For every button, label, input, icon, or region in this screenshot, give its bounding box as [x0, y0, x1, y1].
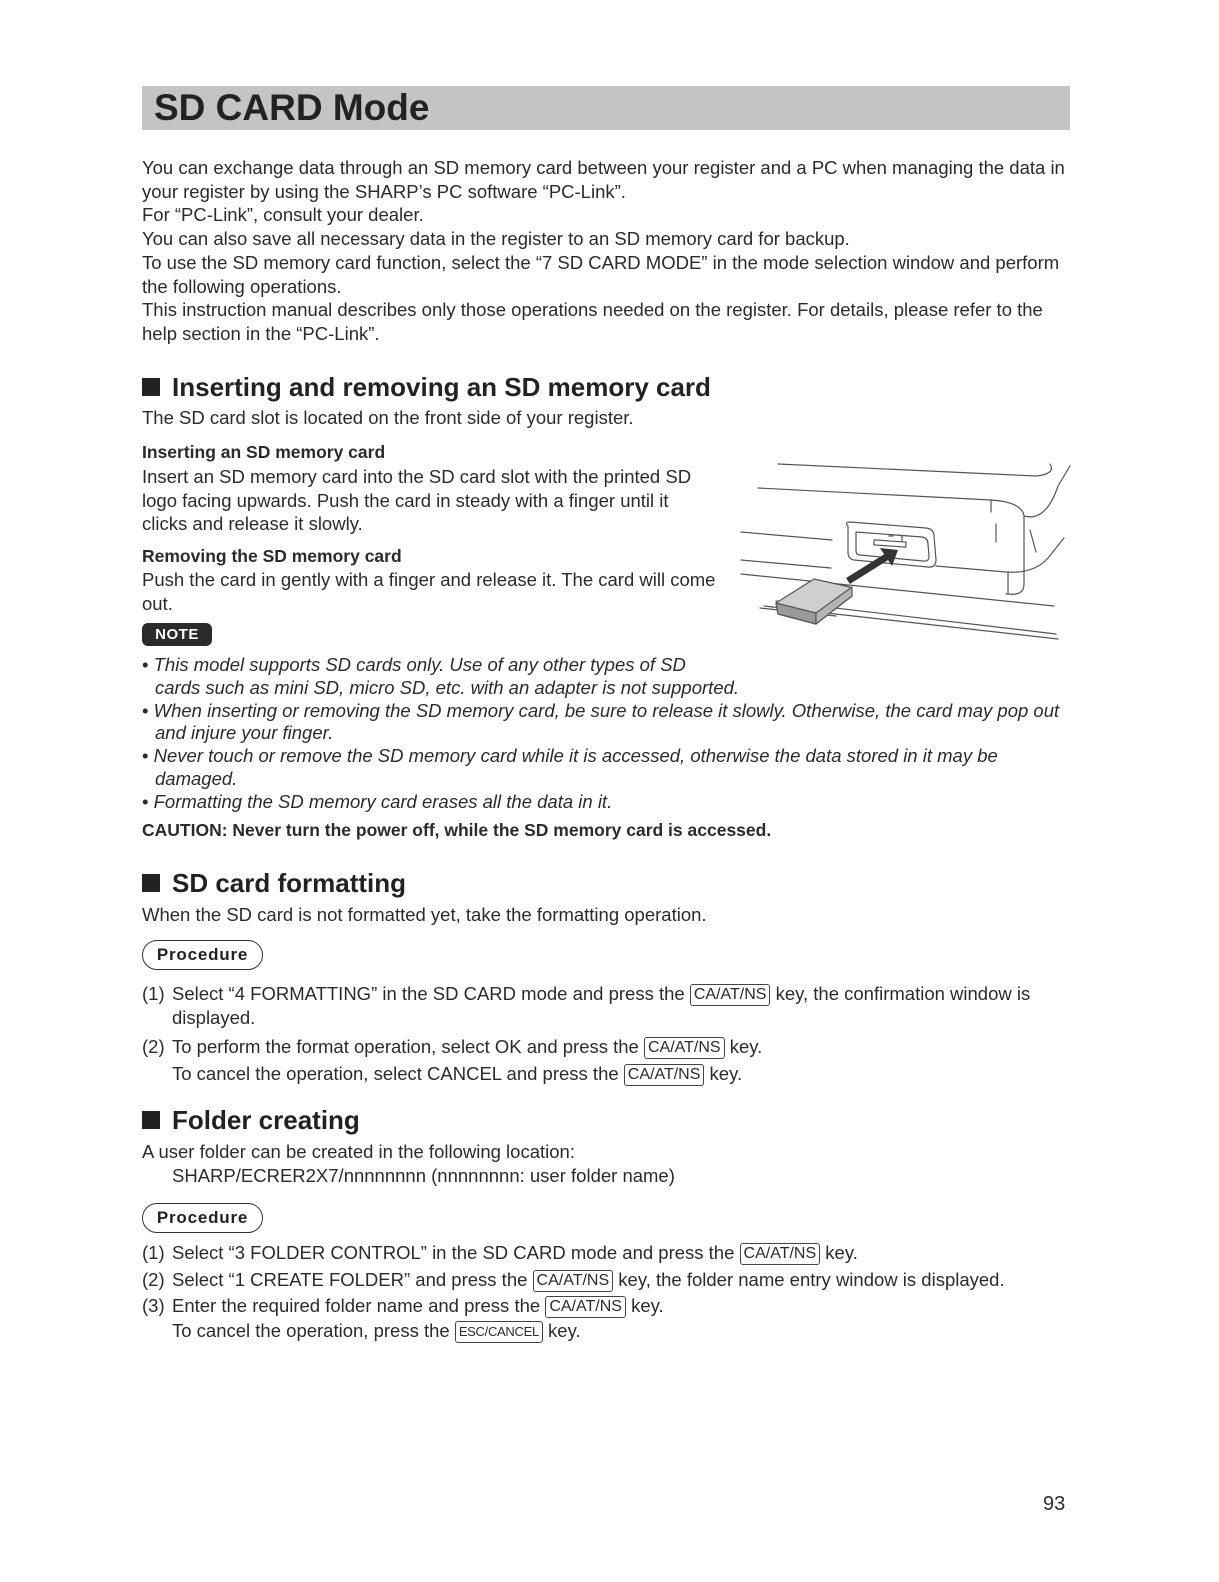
list-item: (2) To perform the format operation, select OK and press the CA/AT/NS key. To cancel the operation, select CANCEL and press the CA/AT/NS key. [142, 1036, 763, 1084]
section-lead: When the SD card is not formatted yet, take the formatting operation. [142, 904, 707, 925]
intro-text [142, 156, 1070, 346]
list-item: (1) Select “4 FORMATTING” in the SD CARD mode and press the CA/AT/NS key, the confirmation window is displayed. [142, 983, 1031, 1028]
ca-at-ns-key: CA/AT/NS [545, 1296, 626, 1318]
section-heading-inserting [142, 372, 711, 402]
caution-text: CAUTION: Never turn the power off, while the SD memory card is accessed. [142, 820, 772, 840]
ca-at-ns-key: CA/AT/NS [624, 1064, 705, 1086]
section-heading-text: Folder creating [172, 1105, 360, 1135]
intro-paragraph: To use the SD memory card function, select the “7 SD CARD MODE” in the mode selection window and perform the following operations. [142, 251, 1060, 297]
procedure-badge: Procedure [142, 940, 263, 970]
intro-paragraph: You can exchange data through an SD memory card between your register and a PC when managing the data in your register by using the SHARP’s PC software “PC-Link”. [142, 157, 1065, 202]
notes-list [142, 654, 1082, 814]
folder-steps [142, 1239, 1070, 1343]
formatting-steps [142, 982, 1062, 1087]
intro-paragraph: For “PC-Link”, consult your dealer. [142, 204, 424, 226]
sd-card-slot-illustration [736, 456, 1071, 646]
intro-paragraph: This instruction manual describes only those operations needed on the register. For details, please refer to the help section in the “PC-Link”. [142, 299, 1043, 344]
intro-paragraph: You can also save all necessary data in the register to an SD memory card for backup. [142, 228, 850, 250]
square-bullet-icon [142, 874, 160, 892]
ca-at-ns-key: CA/AT/NS [644, 1037, 725, 1059]
insert-arrow-icon [848, 548, 898, 581]
insert-text: Insert an SD memory card into the SD card slot with the printed SD logo facing upwards. Push the card in steady with a finger until it clicks and release it slowly. [142, 466, 692, 535]
ca-at-ns-key: CA/AT/NS [740, 1243, 821, 1265]
section-heading-text: Inserting and removing an SD memory card [172, 372, 711, 402]
esc-cancel-key: ESC/CANCEL [455, 1321, 543, 1343]
note-item: • Never touch or remove the SD memory card while it is accessed, otherwise the data stored in it may be damaged. [142, 745, 1082, 791]
section-heading-formatting [142, 868, 406, 898]
section-lead: The SD card slot is located on the front side of your register. [142, 407, 634, 428]
title-bar [142, 86, 1070, 130]
ca-at-ns-key: CA/AT/NS [690, 984, 771, 1006]
remove-text: Push the card in gently with a finger and release it. The card will come out. [142, 569, 716, 614]
square-bullet-icon [142, 378, 160, 396]
section-heading-folder [142, 1105, 360, 1135]
note-item: • When inserting or removing the SD memory card, be sure to release it slowly. Otherwise, the card may pop out and injure your finger. [142, 700, 1082, 746]
note-item: • Formatting the SD memory card erases all the data in it. [142, 791, 1082, 814]
list-item: (2) Select “1 CREATE FOLDER” and press the CA/AT/NS key, the folder name entry window is displayed. [142, 1269, 1005, 1290]
section-lead: A user folder can be created in the following location: [142, 1141, 575, 1162]
ca-at-ns-key: CA/AT/NS [533, 1270, 614, 1292]
folder-path: SHARP/ECRER2X7/nnnnnnnn (nnnnnnnn: user folder name) [172, 1165, 675, 1186]
page-number: 93 [1043, 1493, 1066, 1515]
subheading-remove: Removing the SD memory card [142, 546, 402, 566]
note-badge: NOTE [142, 623, 212, 646]
subheading-insert: Inserting an SD memory card [142, 442, 386, 462]
list-item: (1) Select “3 FOLDER CONTROL” in the SD CARD mode and press the CA/AT/NS key. [142, 1242, 858, 1263]
procedure-badge: Procedure [142, 1203, 263, 1233]
section-heading-text: SD card formatting [172, 868, 407, 898]
square-bullet-icon [142, 1111, 160, 1129]
note-item: • This model supports SD cards only. Use of any other types of SD cards such as mini SD, micro SD, etc. with an adapter is not supported. [142, 654, 1082, 700]
list-item: (3) Enter the required folder name and press the CA/AT/NS key. To cancel the operation, press the ESC/CANCEL key. [142, 1295, 664, 1341]
page-title: SD CARD Mode [154, 87, 430, 128]
